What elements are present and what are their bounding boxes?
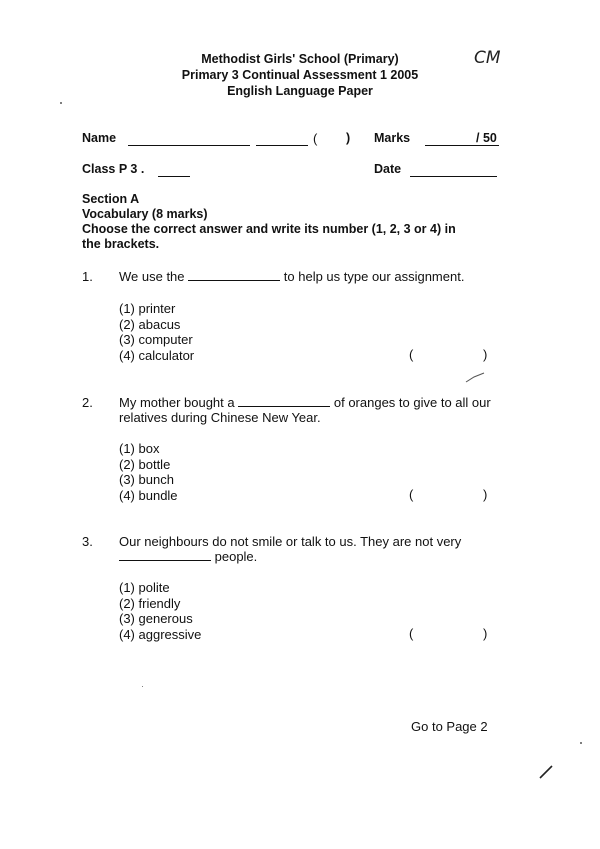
question-1-answer-open: ( (409, 347, 414, 362)
question-1-before: We use the (119, 269, 185, 284)
option: (2) bottle (119, 456, 171, 472)
question-3-number: 3. (82, 534, 93, 549)
name-blank (128, 134, 250, 146)
question-2-line2: relatives during Chinese New Year. (119, 410, 321, 425)
option: (4) calculator (119, 347, 195, 363)
scan-speck (60, 102, 62, 104)
option: (2) friendly (119, 595, 181, 611)
name-label: Name (82, 131, 117, 145)
question-1-number: 1. (82, 269, 93, 284)
date-blank (410, 165, 497, 177)
question-2-number: 2. (82, 395, 93, 410)
register-open-paren: ( (313, 131, 318, 146)
section-instruction-line1: Choose the correct answer and write its number (1, 2, 3 or 4) in (82, 222, 456, 236)
scan-speck (142, 686, 143, 687)
question-2-options (119, 441, 178, 503)
option: (1) printer (119, 301, 176, 316)
question-2-answer-close: ) (483, 487, 488, 502)
option: (2) abacus (119, 316, 181, 332)
section-title: Section A (82, 192, 140, 206)
question-3-line1: Our neighbours do not smile or talk to us. They are not very (119, 534, 462, 549)
option: (3) generous (119, 611, 193, 626)
register-close-paren: ) (346, 131, 351, 145)
question-1-options (119, 301, 194, 363)
section-subtitle: Vocabulary (8 marks) (82, 207, 208, 221)
question-2-text (119, 395, 491, 410)
name-blank-second (256, 134, 308, 146)
question-3-answer-close: ) (483, 626, 488, 641)
question-3-after: people. (214, 549, 258, 564)
option: (1) box (119, 441, 160, 456)
question-2-after: of oranges to give to all our (333, 395, 491, 410)
question-2-answer-open: ( (409, 487, 414, 502)
option: (4) bundle (119, 487, 178, 503)
section-instruction-line2: the brackets. (82, 237, 160, 251)
option: (4) aggressive (119, 626, 202, 642)
question-1-answer-close: ) (483, 347, 488, 362)
pencil-stroke-icon (538, 764, 554, 780)
marks-total: / 50 (476, 131, 497, 145)
handwritten-mark: CM (474, 48, 501, 68)
assessment-title: Primary 3 Continual Assessment 1 2005 (181, 68, 419, 82)
pencil-mark-icon (464, 371, 486, 385)
question-2-before: My mother bought a (119, 395, 235, 410)
class-blank (158, 165, 190, 177)
question-3-blank (119, 549, 211, 561)
date-label: Date (374, 162, 402, 176)
paper-title: English Language Paper (227, 84, 373, 98)
scan-speck (580, 742, 582, 744)
option: (3) computer (119, 332, 193, 347)
question-3-options (119, 580, 201, 642)
question-1-blank (188, 269, 280, 281)
question-3-line2 (119, 549, 257, 564)
marks-label: Marks (374, 131, 411, 145)
question-1-text (119, 269, 464, 284)
option: (3) bunch (119, 472, 174, 487)
go-to-next-page: Go to Page 2 (411, 719, 488, 734)
question-2-blank (238, 395, 330, 407)
option: (1) polite (119, 580, 170, 595)
class-label: Class P 3 . (82, 162, 145, 176)
question-1-after: to help us type our assignment. (283, 269, 465, 284)
school-name: Methodist Girls' School (Primary) (201, 52, 399, 66)
question-3-answer-open: ( (409, 626, 414, 641)
